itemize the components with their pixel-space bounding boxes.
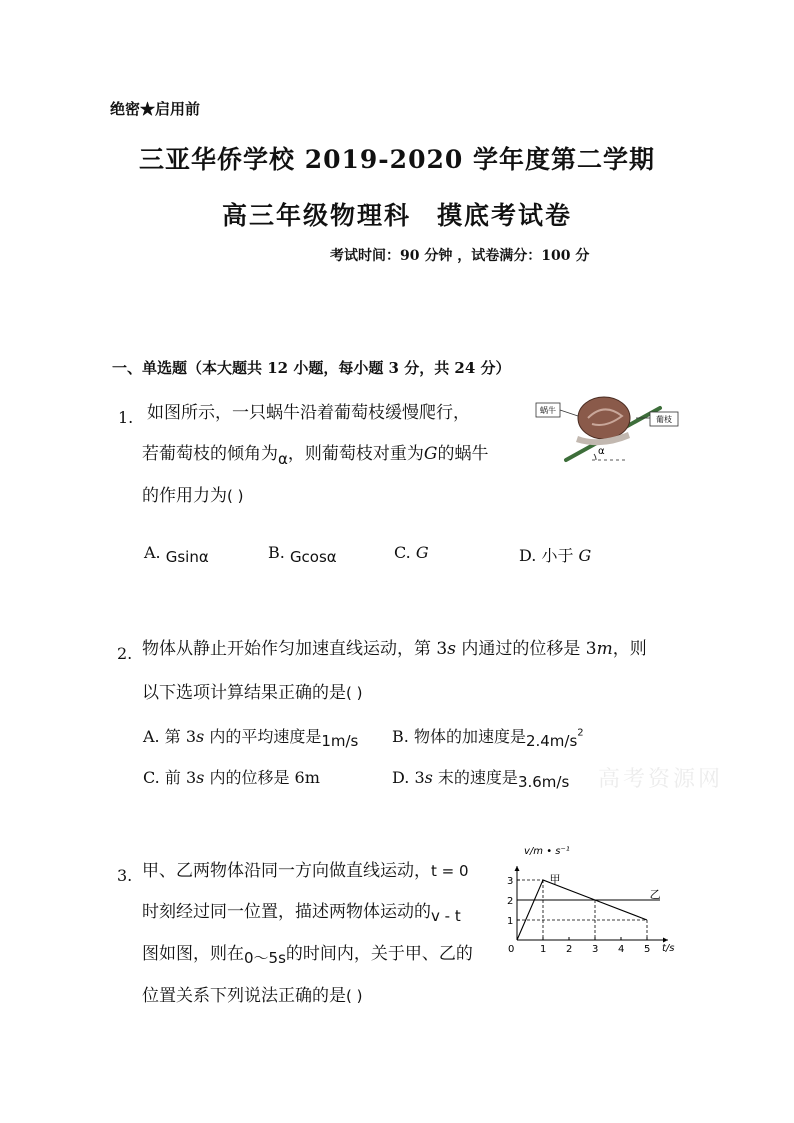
secret-label: 绝密★启用前 (110, 100, 201, 118)
x-tick-label: 3 (592, 944, 599, 955)
x-tick-label: 1 (540, 944, 547, 955)
angle-arc (594, 454, 596, 460)
q1-option-b: B. Gcosα (268, 543, 337, 566)
x-tick-label: 4 (618, 944, 625, 955)
series-jia-line (517, 880, 647, 940)
q3-answer-paren: ( ) (346, 987, 363, 1005)
exam-title-subject: 高三年级物理科 (221, 201, 411, 230)
q1-line1: 如图所示，一只蜗牛沿着葡萄枝缓慢爬行， (147, 403, 470, 423)
q1-line2: 若葡萄枝的倾角为α，则葡萄枝对重为G的蜗牛 (142, 444, 489, 468)
series-yi-label: 乙 (649, 888, 661, 901)
q1-option-d: D. 小于 G (519, 546, 592, 565)
chart-axes (515, 866, 669, 943)
x-tick-label: 0 (508, 944, 515, 955)
tag-snail-pointer (560, 410, 578, 416)
exam-info: 考试时间：90 分钟 ，试卷满分：100 分 (330, 248, 590, 264)
angle-label: α (598, 446, 605, 457)
q1-answer-paren: ( ) (227, 487, 244, 505)
g-symbol: G (423, 444, 438, 464)
exam-title-line1: 三亚华侨学校 2019-2020 学年度第二学期 (139, 145, 655, 174)
section-heading: 一、单选题（本大题共 12 小题，每小题 3 分，共 24 分） (112, 359, 511, 377)
y-tick-label: 3 (507, 876, 514, 887)
y-tick-label: 2 (507, 896, 514, 907)
q3-line4: 位置关系下列说法正确的是( ) (142, 986, 363, 1006)
snail-shell (578, 397, 630, 439)
watermark: 高考资源网 (598, 767, 724, 792)
q2-answer-paren: ( ) (346, 684, 363, 702)
chart-series (517, 880, 660, 940)
q3-line3: 图如图，则在0～5s的时间内，关于甲、乙的 (142, 944, 473, 967)
q2-line1: 物体从静止开始作匀加速直线运动，第 3s 内通过的位移是 3m，则 (142, 639, 647, 659)
q1-option-a: A. Gsinα (144, 543, 209, 566)
y-axis-arrow (515, 866, 520, 871)
exam-title-line2 (0, 196, 794, 232)
q2-option-a: A. 第 3s 内的平均速度是1m/s (143, 727, 359, 750)
tag-branch-label: 葡枝 (656, 415, 672, 424)
y-tick-label: 1 (507, 916, 514, 927)
y-axis-label: v/m • s⁻¹ (524, 846, 570, 857)
q2-line2: 以下选项计算结果正确的是( ) (142, 683, 363, 703)
x-axis-arrow (663, 938, 668, 943)
q3-number: 3. (117, 866, 133, 885)
q1-option-c: C. G (394, 543, 429, 562)
q3-line1: 甲、乙两物体沿同一方向做直线运动，t = 0 (142, 861, 469, 881)
q2-option-c: C. 前 3s 内的位移是 6m (143, 768, 320, 787)
x-axis-label: t/s (662, 943, 675, 954)
x-tick-label: 5 (644, 944, 651, 955)
q3-line2: 时刻经过同一位置，描述两物体运动的v - t (142, 902, 461, 925)
snail-figure (532, 388, 682, 464)
q1-number: 1. (118, 408, 134, 427)
q1-line3: 的作用力为( ) (142, 486, 244, 506)
series-jia-label: 甲 (549, 873, 561, 886)
x-tick-label: 2 (566, 944, 573, 955)
q2-option-b: B. 物体的加速度是$2.4m/s^2$ (392, 727, 584, 750)
vt-chart (502, 842, 688, 960)
chart-guides (517, 880, 647, 940)
exam-title-type: 摸底考试卷 (437, 201, 573, 230)
alpha-symbol: α (278, 450, 288, 468)
q2-number: 2. (117, 644, 133, 663)
q2-option-d: D. 3s 末的速度是3.6m/s (392, 768, 570, 791)
tag-snail-label: 蜗牛 (540, 406, 556, 415)
